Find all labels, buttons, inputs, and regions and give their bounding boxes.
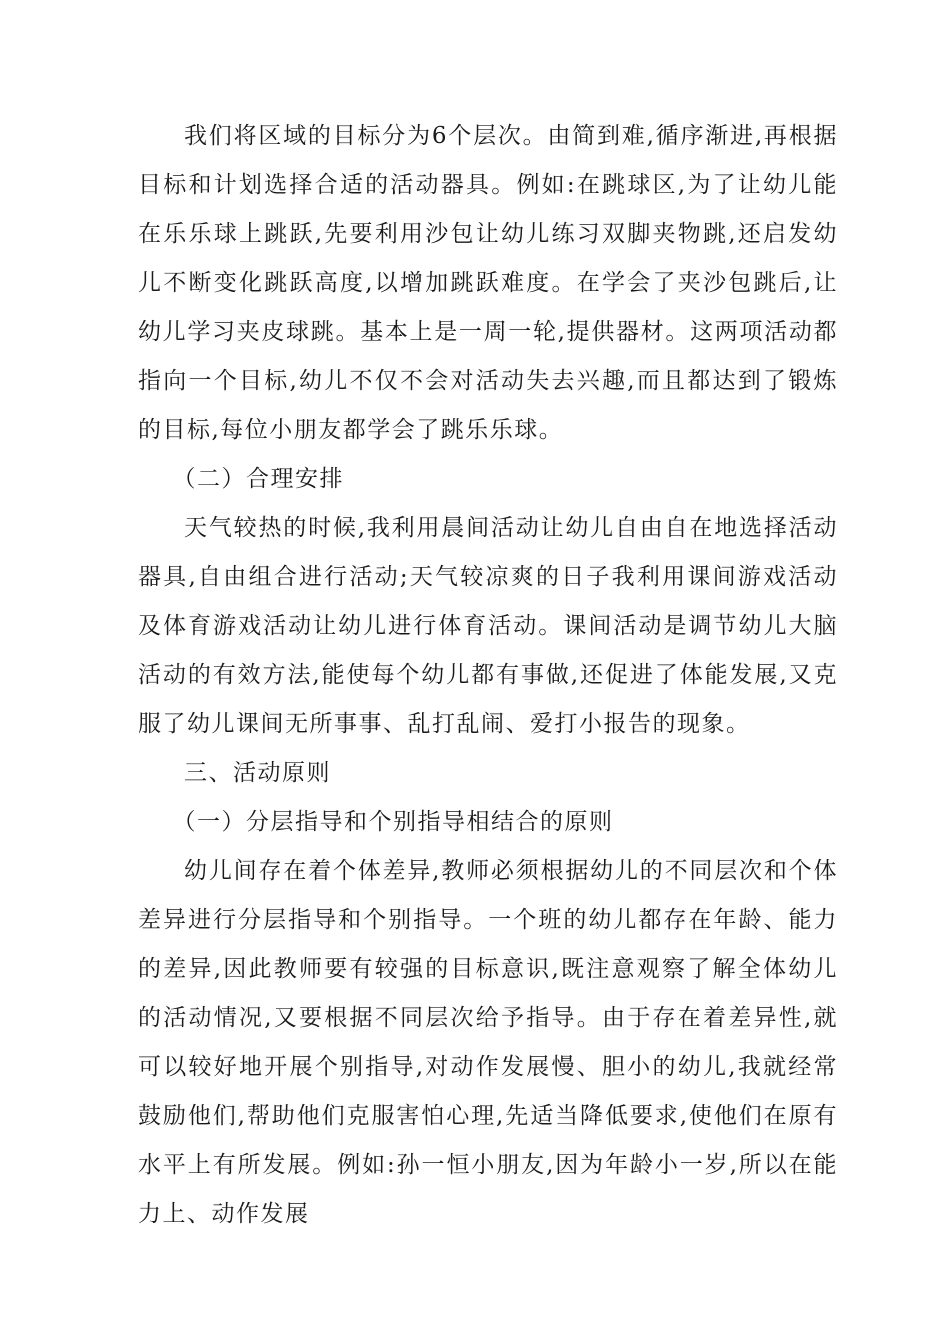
paragraph-zone-goals: 我们将区域的目标分为6个层次。由简到难,循序渐进,再根据目标和计划选择合适的活动器具。例如:在跳球区,为了让幼儿能在乐乐球上跳跃,先要利用沙包让幼儿练习双脚夹物跳,还启发幼儿不断变化跳跃高度,以增加跳跃难度。在学会了夹沙包跳后,让幼儿学习夹皮球跳。基本上是一周一轮,提供器材。这两项活动都指向一个目标,幼儿不仅不会对活动失去兴趣,而且都达到了锻炼的目标,每位小朋友都学会了跳乐乐球。	[138, 123, 838, 443]
document-body	[138, 112, 838, 1239]
paragraph-weather-activities: 天气较热的时候,我利用晨间活动让幼儿自由自在地选择活动器具,自由组合进行活动;天气较凉爽的日子我利用课间游戏活动及体育游戏活动让幼儿进行体育活动。课间活动是调节幼儿大脑活动的有效方法,能使每个幼儿都有事做,还促进了体能发展,又克服了幼儿课间无所事事、乱打乱闹、爱打小报告的现象。	[138, 515, 838, 737]
paragraph-individual-differences: 幼儿间存在着个体差异,教师必须根据幼儿的不同层次和个体差异进行分层指导和个别指导。一个班的幼儿都存在年龄、能力的差异,因此教师要有较强的目标意识,既注意观察了解全体幼儿的活动情况,又要根据不同层次给予指导。由于存在着差异性,就可以较好地开展个别指导,对动作发展慢、胆小的幼儿,我就经常鼓励他们,帮助他们克服害怕心理,先适当降低要求,使他们在原有水平上有所发展。例如:孙一恒小朋友,因为年龄小一岁,所以在能力上、动作发展	[138, 858, 838, 1227]
section-heading-activity-principles: 三、活动原则	[184, 760, 331, 786]
section-heading-layered-guidance: （一）分层指导和个别指导相结合的原则	[172, 809, 614, 835]
section-heading-reasonable-arrangement: （二）合理安排	[172, 466, 344, 492]
